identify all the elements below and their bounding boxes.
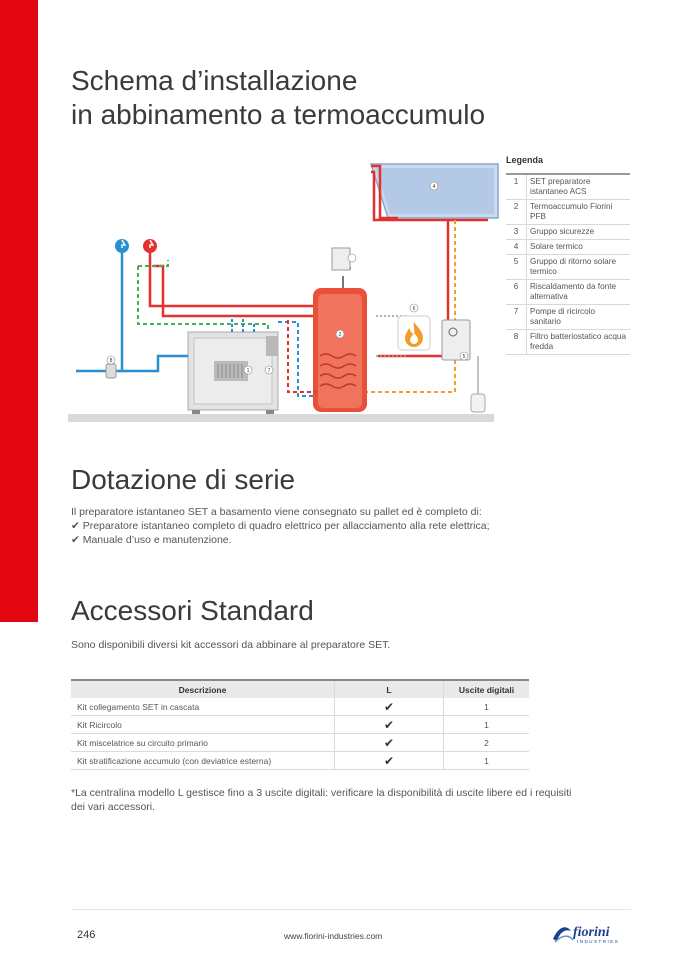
logo-text: fiorini bbox=[573, 925, 610, 940]
legend-text: Filtro batteriostatico acqua fredda bbox=[527, 330, 631, 355]
table-row bbox=[71, 734, 529, 752]
cold-water-pipe-unit bbox=[122, 356, 188, 371]
diagram-label-4: 4 bbox=[432, 184, 436, 190]
row-description: Kit stratificazione accumulo (con deviatrice esterna) bbox=[71, 752, 335, 770]
section-title-accessories: Accessori Standard bbox=[71, 595, 314, 626]
header-l: L bbox=[335, 680, 444, 698]
standard-equipment-intro: Il preparatore istantaneo SET a basamento viene consegnato su pallet ed è completo di: bbox=[71, 506, 482, 518]
logo-sub: INDUSTRIES bbox=[577, 939, 620, 944]
diagram-label-6: 6 bbox=[412, 306, 416, 312]
tap-hot-icon bbox=[143, 239, 157, 253]
legend-num: 7 bbox=[506, 305, 527, 330]
legend-text: Solare termico bbox=[527, 240, 631, 255]
legend-row bbox=[506, 174, 630, 200]
fiorini-logo-icon bbox=[551, 921, 631, 945]
legend-num: 8 bbox=[506, 330, 527, 355]
row-l-check: ✔ bbox=[335, 698, 444, 716]
diagram-label-8: 8 bbox=[109, 358, 113, 364]
footer-divider bbox=[71, 909, 631, 910]
standard-equipment-item: ✔ Preparatore istantaneo completo di quadro elettrico per allacciamento alla rete elettrica; bbox=[71, 520, 490, 532]
water-heater-unit-icon bbox=[188, 332, 278, 414]
legend-num: 4 bbox=[506, 240, 527, 255]
hot-water-pipe-2 bbox=[153, 266, 313, 316]
installation-diagram bbox=[68, 156, 500, 426]
diagram-label-2: 2 bbox=[338, 332, 342, 338]
diagram-label-5: 5 bbox=[462, 354, 466, 360]
section-title-installation bbox=[71, 64, 485, 132]
table-row bbox=[71, 716, 529, 734]
legend-text: Riscaldamento da fonte alternativa bbox=[527, 280, 631, 305]
row-description: Kit miscelatrice su circuito primario bbox=[71, 734, 335, 752]
footnote-line-2: dei vari accessori. bbox=[71, 801, 156, 813]
row-outputs: 1 bbox=[444, 752, 530, 770]
diagram-label-7: 7 bbox=[267, 368, 271, 374]
standard-equipment-item: ✔ Manuale d’uso e manutenzione. bbox=[71, 534, 232, 546]
legend-num: 5 bbox=[506, 255, 527, 280]
legend-text: Gruppo sicurezze bbox=[527, 225, 631, 240]
legend-text: Pompe di ricircolo sanitario bbox=[527, 305, 631, 330]
accessories-intro: Sono disponibili diversi kit accessori da abbinare al preparatore SET. bbox=[71, 639, 391, 651]
cold-water-pipe bbox=[76, 253, 122, 371]
legend-text: Termoaccumulo Fiorini PFB bbox=[527, 200, 631, 225]
safety-group-valves bbox=[332, 248, 350, 270]
diagram-label-1: 1 bbox=[246, 368, 250, 374]
filter-icon bbox=[106, 364, 116, 378]
label-marker-3 bbox=[348, 254, 356, 262]
row-description: Kit collegamento SET in cascata bbox=[71, 698, 335, 716]
primary-pipe-blue bbox=[278, 322, 316, 396]
legend-num: 1 bbox=[506, 174, 527, 200]
title-line-2: in abbinamento a termoaccumulo bbox=[71, 99, 486, 130]
legend-table bbox=[506, 173, 630, 355]
legend-row bbox=[506, 200, 630, 225]
legend-row bbox=[506, 305, 630, 330]
legend-text: SET preparatore istantaneo ACS bbox=[527, 174, 631, 200]
legend-num: 2 bbox=[506, 200, 527, 225]
hot-water-pipe bbox=[150, 253, 313, 306]
legend-row bbox=[506, 330, 630, 355]
section-title-standard-equipment: Dotazione di serie bbox=[71, 464, 296, 495]
legend-row bbox=[506, 255, 630, 280]
legend-row bbox=[506, 280, 630, 305]
floor bbox=[68, 414, 494, 422]
table-row bbox=[71, 698, 529, 716]
title-line-1: Schema d’installazione bbox=[71, 65, 358, 96]
footnote-line-1: *La centralina modello L gestisce fino a 3 uscite digitali: verificare la disponibilità di uscite libere ed i requisiti bbox=[71, 787, 572, 799]
solar-panel-icon bbox=[371, 164, 498, 218]
legend-row bbox=[506, 225, 630, 240]
page-number: 246 bbox=[77, 929, 96, 941]
row-l-check: ✔ bbox=[335, 752, 444, 770]
tap-cold-icon bbox=[115, 239, 129, 253]
table-header-row bbox=[71, 680, 529, 698]
legend-text: Gruppo di ritorno solare termico bbox=[527, 255, 631, 280]
recirculation-pipe bbox=[138, 266, 268, 332]
row-l-check: ✔ bbox=[335, 716, 444, 734]
row-description: Kit Ricircolo bbox=[71, 716, 335, 734]
storage-tank-icon bbox=[313, 288, 367, 412]
accessories-table bbox=[71, 679, 529, 770]
website-link[interactable]: www.fiorini-industries.com bbox=[284, 931, 383, 941]
row-l-check: ✔ bbox=[335, 734, 444, 752]
legend-row bbox=[506, 240, 630, 255]
header-digital-outputs: Uscite digitali bbox=[444, 680, 530, 698]
row-outputs: 2 bbox=[444, 734, 530, 752]
legend-num: 3 bbox=[506, 225, 527, 240]
legend-num: 6 bbox=[506, 280, 527, 305]
row-outputs: 1 bbox=[444, 698, 530, 716]
table-row bbox=[71, 752, 529, 770]
expansion-vessel-icon bbox=[471, 356, 485, 412]
legend-title: Legenda bbox=[506, 155, 544, 165]
row-outputs: 1 bbox=[444, 716, 530, 734]
red-side-bar bbox=[0, 0, 38, 622]
flame-icon bbox=[398, 316, 430, 350]
legend bbox=[506, 155, 630, 355]
header-description: Descrizione bbox=[71, 680, 335, 698]
